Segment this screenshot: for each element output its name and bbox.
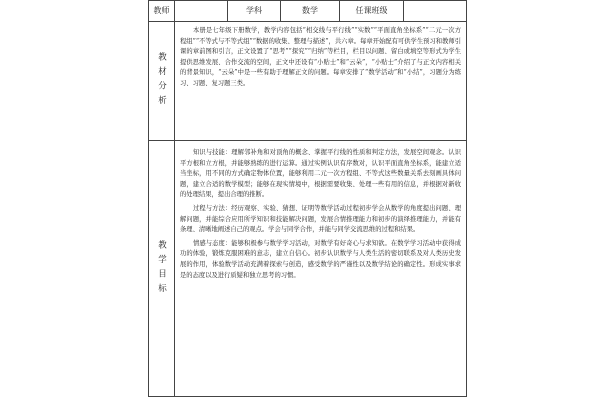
analysis-text: 本册是七年级下册数学，教学内容包括“相交线与平行线”“实数”“平面直角坐标系”“二元一次方程组”“不等式与不等式组”“数据的收集、整理与描述”，共六章。每章开始配有可供学生预习和教师引课的章前图和引言，正文设置了“思考”“探究”“归纳”等栏目，栏目以问题、留白或填空等形式为学生提供思维发展、合作交流的空间，正文中还设有“小贴士”和“云朵”，“小贴士”介绍了与正文内容相关的背景知识，“云朵”中是一些有助于理解正文的问题。每章安排了“数学活动”和“小结”，习题分为练习、习题、复习题三类。 (180, 27, 461, 87)
class-value (404, 1, 467, 22)
lesson-plan-page (148, 0, 466, 400)
lesson-plan-table (148, 0, 467, 397)
goals-row (149, 141, 467, 397)
teacher-label: 教师 (149, 1, 175, 22)
subject-value: 数学 (281, 1, 340, 22)
goal-knowledge: 知识与技能：理解邻补角和对顶角的概念、掌握平行线的性质和判定方法，发展空间观念。认识平方根和立方根，并能够熟练的进行运算。通过实例认识有序数对，认识平面直角坐标系，能建立适当坐标，用不同的方式确定物体位置，能够利用二元一次方程组、不等式这些数量关系去刻画具体问题，建立合适的数学模型；能够在现实情境中，根据需要收集、处理一些有用的信息，并根据对新收的处理结果，提出合理的推断。 (180, 149, 461, 199)
goal-attitude: 情感与态度：能够积极参与数学学习活动，对数学有好奇心与求知欲。在数学学习活动中获得成功的体验，锻炼克服困难的意志，建立自信心。初步认识数学与人类生活的密切联系及对人类历史发展的作用，体验数学活动充满着探索与创造，感受数学的严谨性以及数学结论的确定性。形成实事求是的态度以及进行质疑和独立思考的习惯。 (180, 239, 461, 279)
header-row (149, 1, 467, 22)
teacher-value (175, 1, 228, 22)
analysis-row (149, 22, 467, 141)
analysis-label: 教材分析 (156, 52, 167, 110)
goals-content (175, 141, 467, 397)
class-label: 任课班级 (340, 1, 404, 22)
subject-label: 学科 (228, 1, 281, 22)
goal-process: 过程与方法：经历观察、实验、猜想、证明等数学活动过程初步学会从数学的角度提出问题、理解问题，并能综合应用所学知识和技能解决问题，发展合情推理能力和初步的演绎推理能力，并能有条理、清晰地阐述自己的观点。学会与同学合作，并能与同学交流思维的过程和结果。 (180, 204, 461, 234)
goals-label: 教学目标 (156, 239, 167, 298)
analysis-content (175, 22, 467, 141)
